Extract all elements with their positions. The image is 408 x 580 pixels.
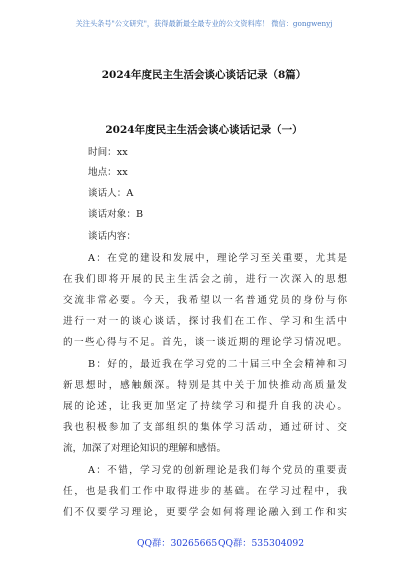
body-line: 的一些心得与不足。首先，谈一谈近期的理论学习情况吧。: [63, 337, 347, 348]
body-line: 进行一对一的谈心谈话，探讨我们在工作、学习和生活中: [63, 316, 347, 327]
footer-qq-group-2: QQ群：535304092: [218, 538, 305, 549]
body-line: 们不仅要学习理论，更要学会如何将理论融入到工作和实: [63, 507, 347, 518]
body-line: 展的论述，让我更加坚定了持续学习和提升自我的决心。: [63, 401, 347, 412]
body-line: 交流非常必要。今天，我希望以一名普通党员的身份与你: [63, 295, 347, 306]
header-banner: 关注头条号"公文研究"，获得最新最全最专业的公文资料库！ 微信：gongwenyj: [75, 19, 333, 28]
body-line: B：好的，最近我在学习党的二十届三中全会精神和习: [88, 359, 347, 370]
meta-interviewee: 谈话对象：B: [88, 209, 144, 220]
document-title: 2024年度民主生活会谈心谈话记录（8篇）: [101, 69, 307, 81]
body-line: 任，也是我们工作中取得进步的基础。在学习过程中，我: [63, 486, 347, 497]
body-line: 在我们即将开展的民主生活会之前，进行一次深入的思想: [63, 274, 347, 285]
body-line: A：不错，学习党的创新理论是我们每个党员的重要责: [88, 465, 347, 476]
section-title: 2024年度民主生活会谈心谈话记录（一）: [105, 124, 303, 136]
footer-qq-group-1: QQ群：30265665: [137, 538, 218, 549]
body-line: 我也积极参加了支部组织的集体学习活动，通过研讨、交: [63, 422, 347, 433]
body-line: 流，加深了对理论知识的理解和感悟。: [63, 443, 227, 454]
meta-time: 时间：xx: [88, 147, 128, 158]
meta-interviewer: 谈话人：A: [88, 188, 134, 199]
meta-content-label: 谈话内容：: [88, 231, 136, 242]
body-line: 新思想时，感触颇深。特别是其中关于加快推动高质量发: [63, 380, 347, 391]
body-line: A：在党的建设和发展中，理论学习至关重要，尤其是: [88, 253, 347, 264]
meta-location: 地点：xx: [88, 167, 128, 178]
